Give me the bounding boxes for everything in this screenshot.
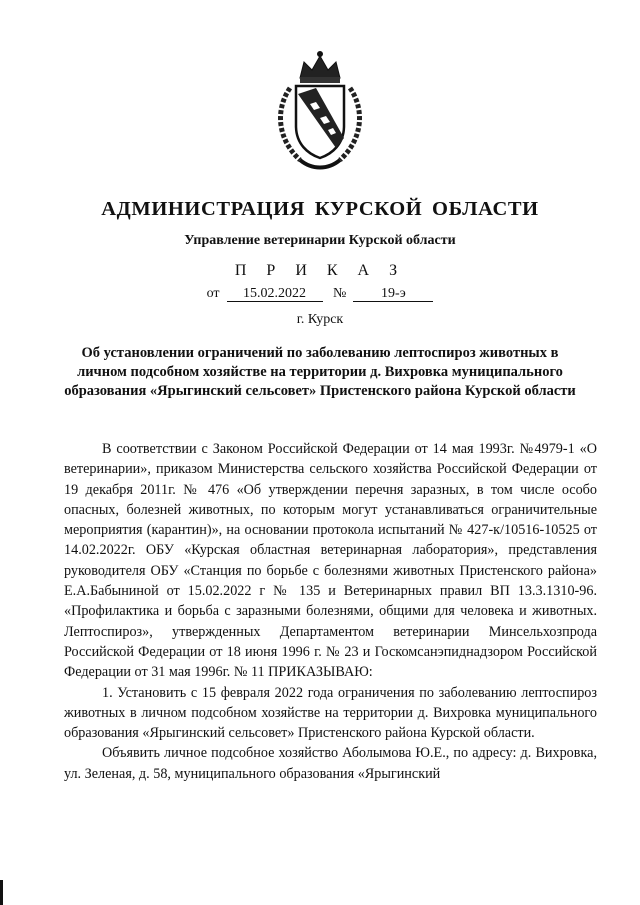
body-paragraph: 1. Установить с 15 февраля 2022 года ограничения по заболеванию лептоспироз животных в личном подсобном хозяйстве на территории д. Вихровка муниципального образования «Ярыгинский сельсовет» Пристенского района Курской области. <box>64 684 597 742</box>
scan-margin-mark <box>0 880 3 905</box>
order-date: 15.02.2022 <box>227 286 323 302</box>
body-paragraph: Объявить личное подсобное хозяйство Аболымова Ю.Е., по адресу: д. Вихровка, ул. Зеленая, д. 58, муниципального образования «Ярыгинский <box>64 745 597 782</box>
coat-of-arms-icon <box>270 48 370 174</box>
date-prefix: от <box>206 286 220 301</box>
document-body <box>64 439 597 784</box>
number-prefix: № <box>333 286 347 301</box>
document-type: П Р И К А З <box>234 262 406 279</box>
document-heading: Об установлении ограничений по заболеванию лептоспироз животных в личном подсобном хозяйстве на территории д. Вихровка муниципального образования «Ярыгинский сельсовет» Пристенского района Курской области <box>64 345 576 399</box>
order-number: 19-э <box>353 286 433 302</box>
body-paragraph: В соответствии с Законом Российской Федерации от 14 мая 1993г. №4979-1 «О ветеринарии», приказом Министерства сельского хозяйства Российской Федерации от 19 декабря 2011г. № 476 «Об утверждении перечня заразных, в том числе особо опасных, болезней животных, по которым могут устанавливаться ограничительные мероприятия (карантин)», на основании протокола испытаний № 427-к/10516-10525 от 14.02.2022г. ОБУ «Курская областная ветеринарная лаборатория», представления руководителя ОБУ «Станция по борьбе с болезнями животных Пристенского района» Е.А.Бабыниной от 15.02.2022 г № 135 и Ветеринарных правил ВП 13.3.1310-96. «Профилактика и борьба с заразными болезнями, общими для человека и животных. Лептоспироз», утвержденных Департаментом ветеринарии Минсельхозпрода Российской Федерации от 18 июня 1996 г. № 23 и Госкомсанэпиднадзором Российской Федерации от 31 мая 1996г. № 11 ПРИКАЗЫВАЮ: <box>64 441 597 681</box>
city-name: г. Курск <box>296 312 344 327</box>
department-name: Управление ветеринарии Курской области <box>184 233 456 248</box>
organization-title: АДМИНИСТРАЦИЯ КУРСКОЙ ОБЛАСТИ <box>101 198 539 220</box>
order-date-number-line <box>0 286 640 302</box>
